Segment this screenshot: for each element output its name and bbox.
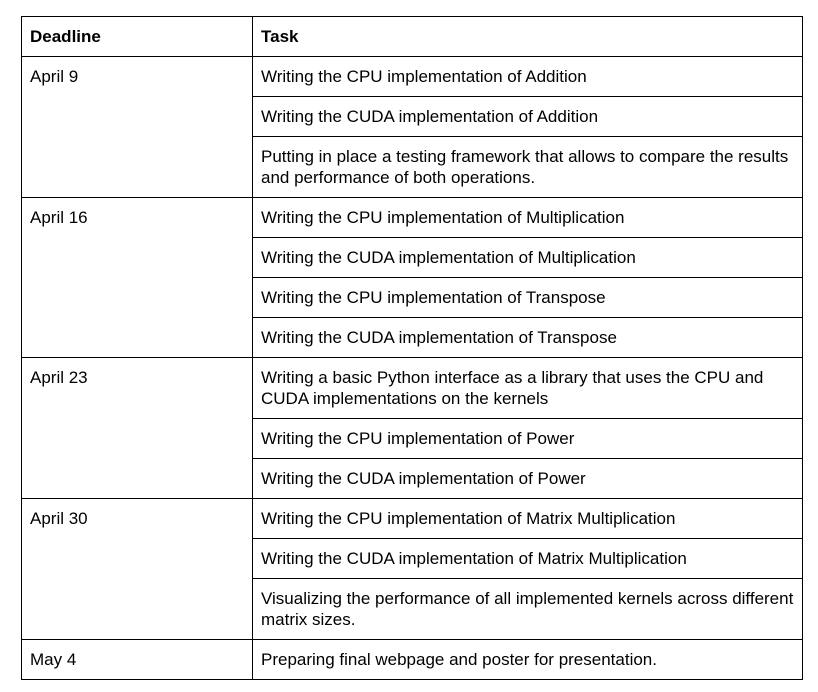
task-cell: Visualizing the performance of all implemented kernels across different matrix sizes.: [253, 579, 803, 640]
deadline-cell: April 16: [22, 198, 253, 358]
task-cell: Writing the CUDA implementation of Matrix Multiplication: [253, 539, 803, 579]
task-cell: Writing the CPU implementation of Power: [253, 419, 803, 459]
task-cell: Writing the CUDA implementation of Power: [253, 459, 803, 499]
task-cell: Writing the CPU implementation of Addition: [253, 57, 803, 97]
task-cell: Writing the CUDA implementation of Transpose: [253, 318, 803, 358]
task-cell: Preparing final webpage and poster for presentation.: [253, 640, 803, 680]
task-cell: Writing the CPU implementation of Matrix Multiplication: [253, 499, 803, 539]
task-cell: Writing the CUDA implementation of Addition: [253, 97, 803, 137]
table-row: [22, 57, 803, 97]
header-deadline: Deadline: [22, 17, 253, 57]
header-task: Task: [253, 17, 803, 57]
deadline-cell: May 4: [22, 640, 253, 680]
deadline-cell: April 30: [22, 499, 253, 640]
task-cell: Writing the CUDA implementation of Multiplication: [253, 238, 803, 278]
table-row: [22, 640, 803, 680]
table-row: [22, 358, 803, 419]
task-cell: Writing a basic Python interface as a library that uses the CPU and CUDA implementations on the kernels: [253, 358, 803, 419]
table-row: [22, 198, 803, 238]
schedule-table: [21, 16, 803, 680]
deadline-cell: April 23: [22, 358, 253, 499]
header-row: [22, 17, 803, 57]
task-cell: Putting in place a testing framework that allows to compare the results and performance of both operations.: [253, 137, 803, 198]
task-cell: Writing the CPU implementation of Transpose: [253, 278, 803, 318]
task-cell: Writing the CPU implementation of Multiplication: [253, 198, 803, 238]
deadline-cell: April 9: [22, 57, 253, 198]
table-row: [22, 499, 803, 539]
